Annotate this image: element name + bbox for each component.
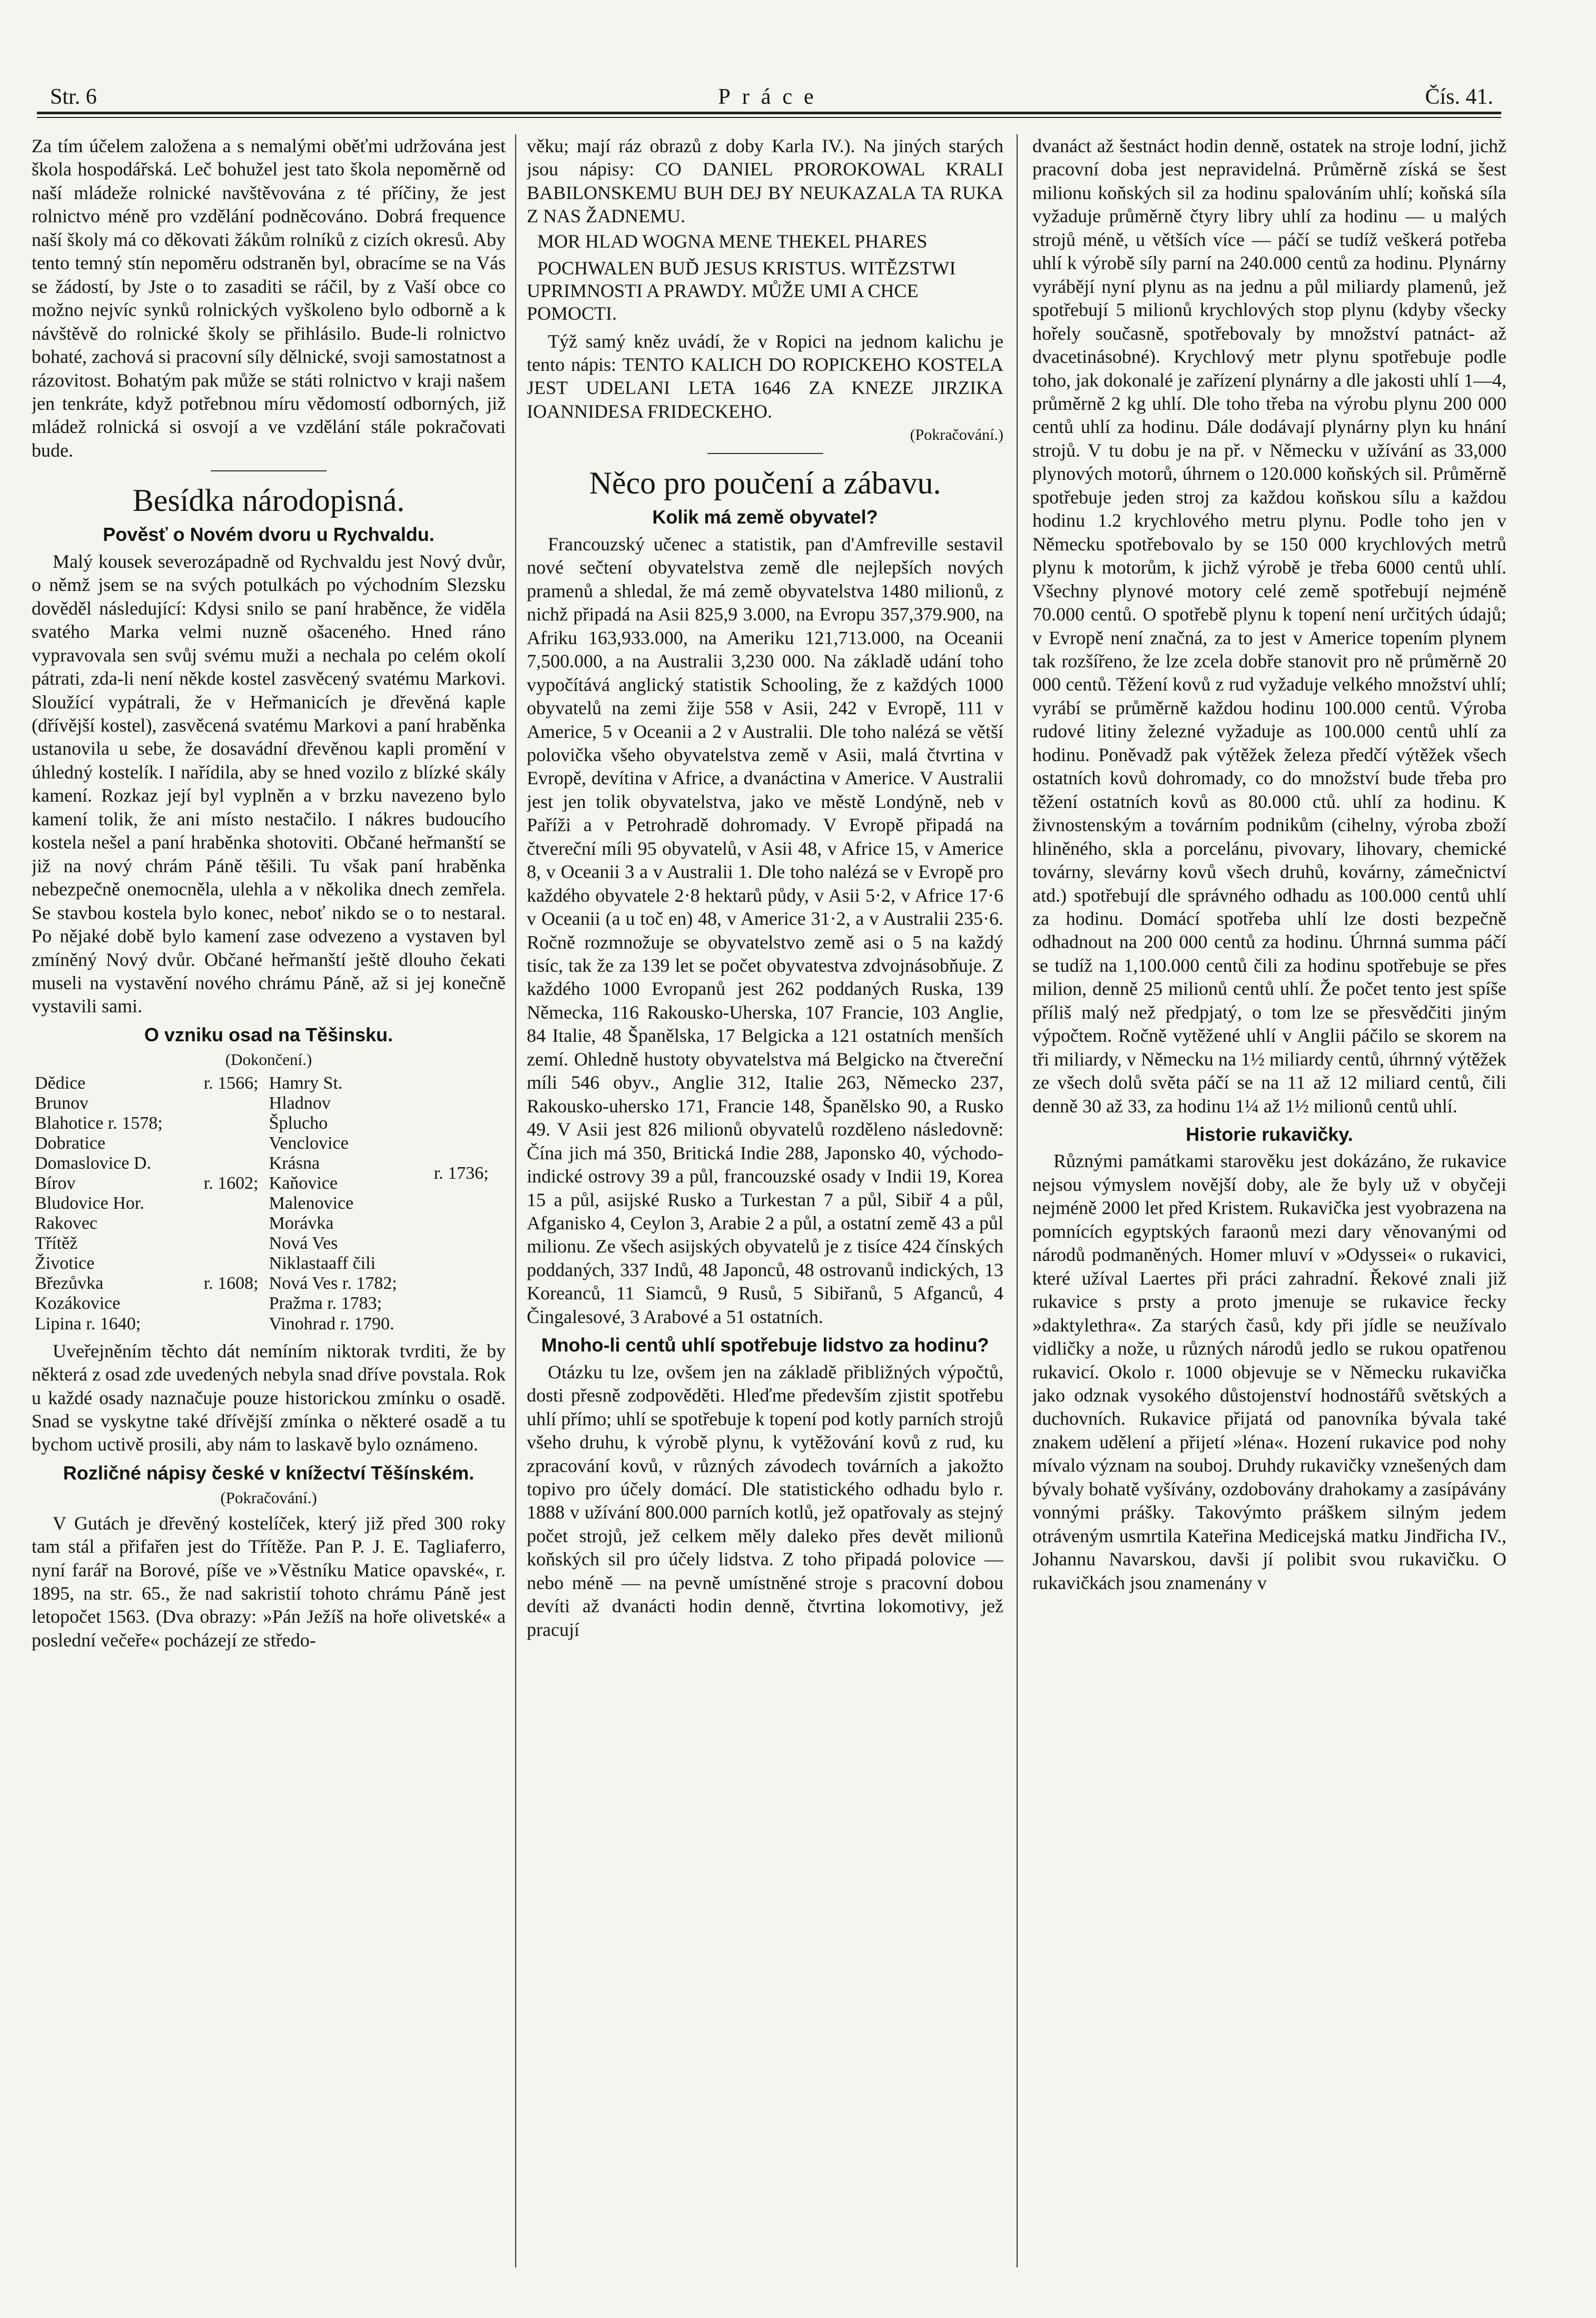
place-name: Morávka: [269, 1214, 334, 1234]
article-note: (Dokončení.): [225, 1050, 312, 1069]
place-year: [196, 1133, 266, 1153]
place-name: Třítěž: [35, 1234, 78, 1254]
article-paragraph: dvanáct až šestnáct hodin denně, ostatek na stroje lodní, jichž pracovní doba jest nepravidelná. Průměrně získá se šest milionu koňských sil za hodinu spalováním uhlí; koňská síla vyžaduje průměrně čtyry libry uhlí za hodinu — u malých strojů méně, u větších více — páčí se tudíž veškerá potřeba uhlí k výrobě síly parní na 240.000 centů za hodinu. Plynárny vyrábějí nyní plynu as na jednu a půl miliardy plamenů, jež spotřebují 5 milionů krychlových stop plynu (kdyby všecky hořely současně, spotřebovaly by množství patnáct- až dvacetinásobné). Krychlový metr plynu spotřebuje podle toho, jak dokonalé je zařízení plynárny a dle jakosti uhlí 1—4, průměrně 2 kg uhlí. Dle toho třeba na výrobu plynu 200 000 centů uhlí za hodinu. Dále dodávají plynárny plyn ku hnání strojů. V tu dobu je na př. v Německu v užívání as 33,000 plynových motorů, úhrnem o 120.000 koňských sil. Průměrně spotřebuje jeden stroj za každou koňskou sílu a každou hodinu 1.2 krychlového metru plynu. Podle toho jen v Německu spotřebovalo by se 150 000 krychlových metrů plynu k motorům, k jichž výrobě je třeba 6000 centů uhlí. Všechny plynové motory celé země spotřebují nejméně 70.000 centů. O spotřebě plynu k topení není určitých údajů; v Evropě není značná, za to jest v Americe topením plynem tak rozšířeno, že lze zcela dobře stanovit pro ně průměrně 20 000 centů. Těžení kovů z rud vyžaduje velkého množství uhlí; vyrábí se průměrně každou hodinu 100.000 centů. Výroba rudové litiny železné vyžaduje as 100.000 centů uhlí za hodinu. Poněvadž pak výtěžek železa předčí výtěžek všech ostatních kovů dohromady, co do množství bude třeba pro těžení ostatních kovů as 80.000 ctů. uhlí za hodinu. K živnostenským a továrním podnikům (cihelny, výroba zboží hliněného, skla a porcelánu, pivovary, lihovary, chemické továrny, slevárny kovů všech druhů, kovárny, zámečnictví atd.) spotřebují dle správného odhadu as 100.000 centů uhlí za hodinu. Domácí spotřeba uhlí lze dosti bezpečně odhadnout na 200 000 centů za hodinu. Úhrnná summa páčí se tudíž na 1,100.000 centů čili za hodinu spotřebuje se přes milion, denně 25 milionů centů uhlí. Že počet tento jest spíše příliš malý než předpjatý, o tom lze se přesvědčiti jiným výpočtem. Ročně vytěžené uhlí v Anglii páčilo se skorem na tři miliardy, v Německu na 1½ miliardy centů, úhrnný výtěžek ze všech dolů světa páčí se na 11 až 12 miliard centů, čili denně 30 až 33, za hodinu 1¼ až 1½ milionů centů uhlí.: [1032, 135, 1506, 1117]
place-name: Venclovice: [269, 1133, 349, 1153]
place-name: Blahotice r. 1578;: [35, 1113, 163, 1133]
place-name: Vinohrad r. 1790.: [269, 1314, 395, 1334]
article-title: O vzniku osad na Těšinsku.: [144, 1023, 393, 1045]
place-row: [32, 1294, 506, 1314]
place-row: [32, 1073, 506, 1093]
continuation-note: (Pokračování.): [910, 426, 1003, 444]
place-year: [196, 1093, 266, 1113]
header-rule-thin: [37, 117, 1501, 118]
masthead-title: Práce: [718, 85, 825, 109]
section-title: Besídka národopisná.: [132, 483, 405, 518]
column-1: [32, 134, 506, 2283]
place-name: Hamry St.: [269, 1073, 343, 1093]
article-title: Kolik má země obyvatel?: [652, 506, 878, 528]
place-name: Rakovec: [35, 1214, 97, 1234]
article-title: Pověsť o Novém dvoru u Rychvaldu.: [103, 524, 435, 546]
place-name: Lipina r. 1640;: [35, 1314, 141, 1334]
place-year: [196, 1234, 266, 1254]
place-year: r. 1566;: [203, 1073, 259, 1093]
place-name: Nová Ves r. 1782;: [269, 1274, 397, 1294]
place-year: [196, 1294, 266, 1314]
article-paragraph: Za tím účelem založena a s nemalými oběťmi udržována jest škola hospodářská. Leč bohužel jest tato škola nepoměrně od naší mládeže rolnické navštěvována z té příčiny, že jest rolnictvo méně pro vzdělání podněcováno. Dobrá frequence naší školy má co děkovati žákům rolníků z cizích okresů. Aby tento temný stín nepoměru odstraněn byl, obracíme se na Vás se žádostí, by Jste o to zasaditi se ráčil, by z Vaší obce co možno nejvíc synků rolnických vyškoleno bylo odborně a k návštěvě do rolnické školy se přihlásilo. Bude-li rolnictvo bohaté, zachová si pracovní síly dělnické, svoji samostatnost a rázovitost. Bohatým pak může se státi rolnictvo v kraji našem jen tenkráte, když potřebnou míru vědomostí odborných, již mládež rolnická si osvojí a ve vzdělání stále pokračovati bude.: [32, 135, 506, 461]
place-name: Niklastaaff čili: [269, 1254, 376, 1274]
place-year: r. 1602;: [203, 1173, 259, 1193]
article-paragraph: Otázku tu lze, ovšem jen na základě přibližných výpočtů, dosti přesně zodpověděti. Hleďme především zjistit spotřebu uhlí přímo; uhlí se spotřebuje k topení pod kotly parních strojů všeho druhu, k výrobě plynu, k vytěžování kovů z rud, ku zpracování kovů, v různých závodech továrních a jakožto topivo pro účely domácí. Dle statistického odhadu bylo r. 1888 v užívání 800.000 parních kotlů, jež opatřovaly as stejný počet strojů, jež celkem měly daleko přes devět milionů koňských sil pro účely lidstva. Z toho připadá polovice — nebo méně — na pevně umístněné stroje s pracovní dobou devíti až dvanácti hodin denně, čtvrtina lokomotivy, jež pracují: [527, 1361, 1003, 1640]
separator: [707, 453, 823, 454]
article-paragraph: Různými památkami starověku jest dokázáno, že rukavice nejsou výmyslem novější doby, ale že byly už v obyčeji nejméně 2000 let před Kristem. Rukavička jest vyobrazena na pomnících egyptských faraonů mezi dary věnovanými od národů podmaněných. Homer mluví v »Odyssei« o rukavici, které užíval Laertes při práci zahradní. Řekové znali již rukavice s prsty a proto jmenuje se rukavice řecky »daktylethra«. Za starých časů, kdy při jídle se neužívalo vidličky a nože, u různých národů jedlo se rukou opatřenou rukavicí. Okolo r. 1000 objevuje se v Německu rukavička jako odznak vysokého důstojenství hodnostářů světských a duchovních. Rukavice přijatá od panovníka bývala také znakem udělení a přijetí »léna«. Hození rukavice pod nohy mívalo význam na souboj. Druhdy rukavičky vznešených dam bývaly bohatě vyšívány, ozdobovány drahokamy a zasípávány vonnými prášky. Takovýmto práškem silným jedem otráveným usmrtila Kateřina Medicejská matku Jindřicha IV., Johannu Navarskou, davši jí polibit svou rukavičku. O rukavičkách jsou znamenány v: [1032, 1150, 1506, 1593]
place-name: Šplucho: [269, 1113, 328, 1133]
place-name: Kaňovice: [269, 1173, 338, 1193]
places-table: [32, 1073, 506, 1334]
place-year: [196, 1254, 266, 1274]
place-name: Hladnov: [269, 1093, 331, 1113]
article-title: Rozličné nápisy české v knížectví Těšínském.: [63, 1462, 475, 1484]
place-year-group: r. 1736;: [434, 1163, 489, 1183]
place-name: Bírov: [35, 1173, 76, 1193]
place-name: Bludovice Hor.: [35, 1193, 144, 1214]
place-year: r. 1608;: [203, 1274, 259, 1294]
article-title: Mnoho-li centů uhlí spotřebuje lidstvo za hodinu?: [541, 1334, 989, 1356]
page-number: Str. 6: [50, 85, 97, 109]
separator: [211, 470, 327, 471]
article-paragraph: Francouzský učenec a statistik, pan d'Amfreville sestavil nové sečtení obyvatelstva země dle nejlepších nových pramenů a shledal, že má země obyvatelstva 1480 milionů, z nichž připadá na Asii 825,9 3.000, na Evropu 357,379.900, na Afriku 163,933.000, na Ameriku 121,713.000, na Oceanii 7,500.000, a na Australii 3,230 000. Na základě udání toho vypočítává anglický statistik Schooling, že z každých 1000 obyvatelů na zemi žije 558 v Asii, 242 v Evropě, 111 v Americe, 5 v Oceanii a 2 v Australii. Dle toho nalézá se větší polovička všeho obyvatelstva země v Asii, malá čtvrtina v Evropě, devítina v Africe, a dvanáctina v Americe. V Australii jest jen tolik obyvatelstva, jako ve městě Londýně, neb v Paříži a v Petrohradě dohromady. V Evropě připadá na čtvereční míli 95 obyvatelů, v Asii 48, v Africe 15, v Americe 8, v Oceanii 3 a v Australii 1. Dle toho nalézá se v Evropě pro každého obyvatele 2·8 hektarů půdy, v Asii 5·2, v Africe 17·6 v Oceanii (a u toč en) 48, v Americe 31·2, a v Australii 235·6. Ročně rozmnožuje se obyvatelstvo země asi o 5 na každý tisíc, tak že za 139 let se počet obyvatestva zdvojnásobňuje. Z každého 1000 Evropanů jest 262 poddaných Ruska, 139 Německa, 116 Rakousko-Uherska, 107 Francie, 103 Anglie, 84 Italie, 48 Španělska, 17 Belgicka a 121 ostatních menších zemí. Ohledně hustoty obyvatelstva má Belgicko na čtvereční míli 546 obyv., Anglie 312, Italie 263, Německo 237, Rakousko-uhersko 171, Francie 148, Španělsko 90, a Rusko 49. V Asii jest 826 milionů obyvatelů rozděleno následovně: Čína jich má 350, Britická Indie 288, Japonsko 40, východo-indické ostrovy 39 a půl, francouzské osady v Indii 19, Korea 15 a půl, asijské Rusko a Turkestan 7 a půl, Sibiř 4 a půl, Afganisko 4, Ceylon 3, Arabie 2 a půl, a ostatní země 43 a půl milionu. Ze všech asijských obyvatelů je z tisíce 424 čínských poddaných, 337 Indů, 48 Japonců, 48 ostrovanů indických, 13 Koreanců, 11 Siamců, 9 Rusů, 5 Sibiřanů, 5 Afganců, 4 Čingalesové, 3 Arabové a 51 ostatních.: [527, 533, 1003, 1327]
article-title: Historie rukavičky.: [1186, 1123, 1353, 1146]
place-name: Krásna: [269, 1153, 320, 1173]
inscription: MOR HLAD WOGNA MENE THEKEL PHARES: [537, 230, 928, 252]
article-paragraph: V Gutách je dřevěný kostelíček, který již před 300 roky tam stál a přifařen jest do Třítěže. Pan P. J. E. Tagliaferro, nyní farář na Borové, píše ve »Věstníku Matice opavské«, r. 1895, na str. 65., že nad sakristií tohoto chrámu Páně jest letopočet 1563. (Dva obrazy: »Pán Ježíš na hoře olivetské« a poslední večeře« pocházejí ze středo-: [32, 1512, 506, 1651]
place-name: Dobratice: [35, 1133, 106, 1153]
place-name: Malenovice: [269, 1193, 354, 1214]
place-name: Domaslovice D.: [35, 1153, 151, 1173]
place-year: [196, 1153, 266, 1173]
place-row: [32, 1274, 506, 1294]
article-paragraph: Uveřejněním těchto dát nemíním niktorak tvrditi, že by některá z osad zde uvedených nebyla snad dříve povstala. Rok u každé osady naznačuje pouze historickou zmínku o osadě. Snad se vyskytne také dřívější zmínka o některé osadě a tu bychom uctivě prosili, aby nám to laskavě bylo oznámeno.: [32, 1340, 506, 1455]
place-name: Pražma r. 1783;: [269, 1294, 382, 1314]
column-2: [527, 134, 1003, 2283]
inscription: POCHWALEN BUĎ JESUS KRISTUS. WITĚZSTWI UPRIMNOSTI A PRAWDY. MŮŽE UMI A CHCE POMOCTI.: [527, 258, 956, 324]
column-divider: [1017, 134, 1018, 2267]
column-divider: [515, 134, 516, 2267]
article-paragraph: Malý kousek severozápadně od Rychvaldu jest Nový dvůr, o němž jsem se na svých potulkách po východním Slezsku dověděl následující: Kdysi snilo se paní hraběnce, že viděla svatého Marka velmi nuzně ošaceného. Hned ráno vypravovala sen svůj svému muži a nechala po celém okolí pátrati, zda-li není někde kostel zasvěcený svatému Markovi. Sloužící vypátrali, že v Heřmanicích je dřevěná kaple (dřívější kostel), zasvěcená svatému Markovi a paní hraběnka ustanovila u sebe, že dosavádní dřevěnou kapli promění v úhledný kostelík. I nařídila, aby se hned vozilo z blízké skály kamení. Rozkaz její byl vyplněn a v brzku navezeno bylo kamení tolik, že ani místo nestačilo. I nákres budoucího kostela nešel a paní hraběnka shotoviti. Občané heřmanští se již na nový chrám Páně těšili. Tu však paní hraběnka nebezpečně onemocněla, ulehla a v několika dnech zemřela. Se stavbou kostela bylo konec, neboť nikdo se o to nestaral. Po nějaké době bylo kamení zase odvezeno a vystaven byl zmíněný Nový dvůr. Občané heřmanští ještě dlouho čekati museli na vystavění nového chrámu Páně, až si jej konečně vystavili sami.: [32, 550, 506, 1017]
article-note: (Pokračování.): [220, 1488, 317, 1507]
place-name: Brunov: [35, 1093, 88, 1113]
place-row: [32, 1314, 506, 1334]
place-year: [196, 1314, 266, 1334]
place-name: Dědice: [35, 1073, 86, 1093]
place-year: [196, 1193, 266, 1214]
place-year: [196, 1113, 266, 1133]
column-3: [1032, 134, 1506, 2283]
place-name: Nová Ves: [269, 1234, 338, 1254]
issue-number: Čís. 41.: [1425, 85, 1493, 109]
article-paragraph: věku; mají ráz obrazů z doby Karla IV.). Na jiných starých jsou nápisy: CO DANIEL PROROKOWAL KRALI BABILONSKEMU BUH DEJ BY NEUKAZALA TA RUKA Z NAS ŽADNEMU.: [527, 135, 1003, 227]
place-year: [196, 1214, 266, 1234]
place-name: Životice: [35, 1254, 95, 1274]
article-paragraph: Týž samý kněz uvádí, že v Ropici na jednom kalichu je tento nápis: TENTO KALICH DO ROPICKEHO KOSTELA JEST UDELANI LETA 1646 ZA KNEZE JIRZIKA IOANNIDESA FRIDECKEHO.: [527, 330, 1003, 422]
place-name: Kozákovice: [35, 1294, 121, 1314]
place-name: Březůvka: [35, 1274, 104, 1294]
inscriptions: [527, 230, 1003, 325]
section-title: Něco pro poučení a zábavu.: [589, 466, 941, 501]
page-header: [50, 79, 1493, 116]
header-rule: [37, 112, 1501, 114]
